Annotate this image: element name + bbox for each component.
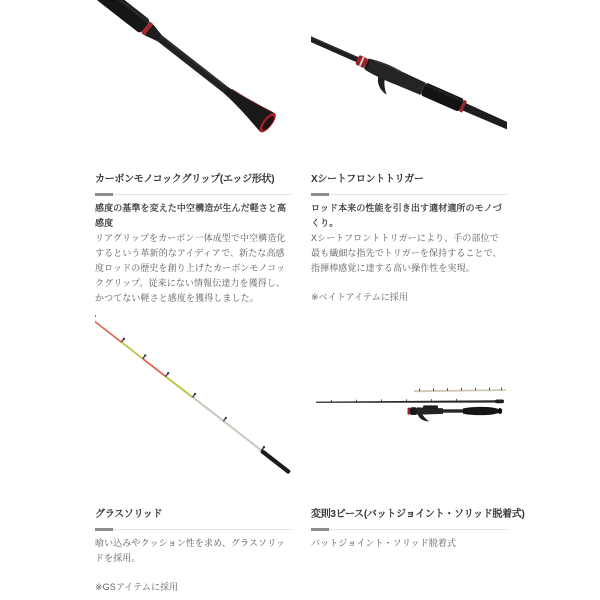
feature-carbon-monocoque-grip [95, 0, 291, 310]
feature-note: ※ベイトアイテムに採用 [311, 292, 409, 302]
rod-rear-grip-image [95, 0, 291, 165]
feature-x-seat-front-trigger [311, 0, 507, 310]
feature-body: Xシートフロントトリガーにより、手の部位で最も繊細な指先でトリガーを保持することで、指揮棒感覚に達する高い操作性を実現。 [311, 233, 502, 273]
heading-divider [311, 193, 507, 196]
carbon-monocoque-grip-photo [95, 0, 291, 165]
feature-lead: 感度の基準を変えた中空構造が生んだ軽さと高感度 [95, 203, 287, 228]
reel-seat-trigger-image [311, 0, 507, 165]
feature-lead: ロッド本来の性能を引き出す適材適所のモノづくり。 [311, 203, 502, 228]
three-piece-rod-photo [311, 310, 507, 500]
feature-glass-solid [95, 310, 291, 600]
three-piece-rod-image [311, 310, 507, 500]
feature-note: ※GSアイテムに採用 [95, 582, 179, 592]
feature-body: リアグリップをカーボン一体成型で中空構造化するという革新的なアイディアで、新たな高感度ロッドの歴史を創り上げたカーボンモノコックグリップ。従来にない情報伝達力を獲得し、かつてない軽さと感度を獲得しました。 [95, 233, 286, 303]
feature-body: バットジョイント・ソリッド脱着式 [311, 538, 457, 548]
feature-heading: Xシートフロントトリガー [311, 174, 424, 185]
heading-divider [95, 528, 291, 531]
feature-irregular-3-piece [311, 310, 525, 600]
x-seat-front-trigger-photo [311, 0, 507, 165]
feature-body: 喰い込みやクッション性を求め、グラスソリッドを採用。 [95, 538, 285, 563]
glass-solid-tip-photo [95, 310, 291, 500]
heading-divider [95, 193, 291, 196]
glass-solid-tip-image [95, 310, 291, 500]
feature-heading: グラスソリッド [95, 509, 163, 520]
feature-heading: 変則3ピース(バットジョイント・ソリッド脱着式) [311, 509, 525, 520]
heading-divider [311, 528, 507, 531]
feature-heading: カーボンモノコックグリップ(エッジ形状) [95, 174, 275, 185]
